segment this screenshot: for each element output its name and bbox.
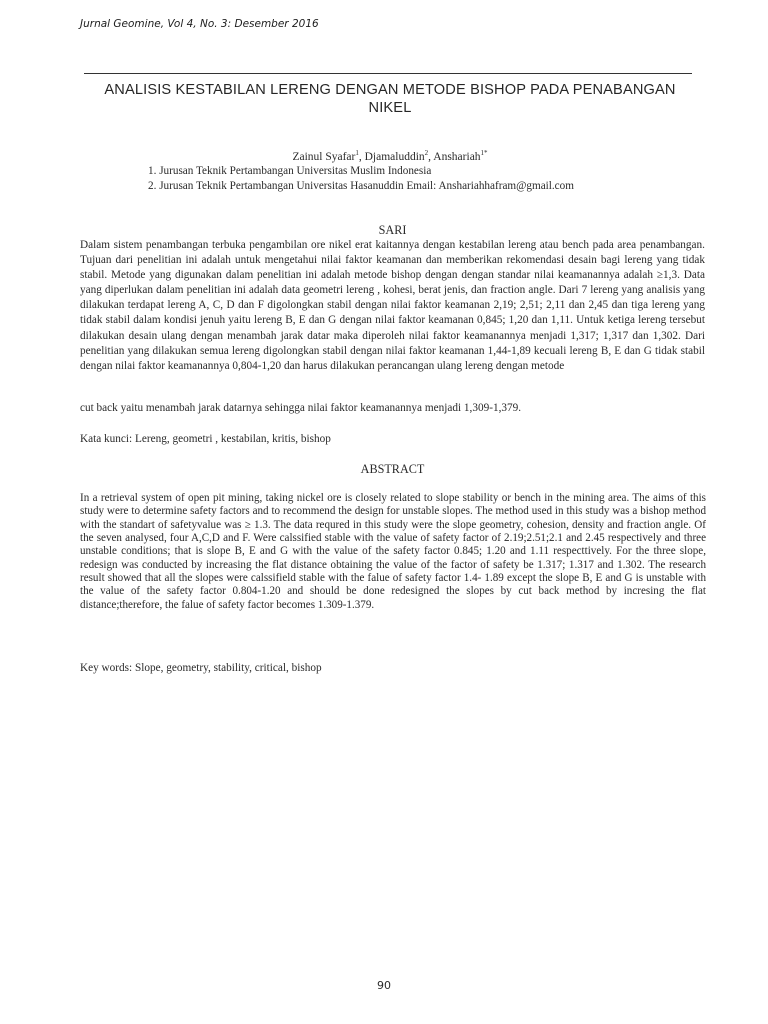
abstract-heading: ABSTRACT: [360, 462, 425, 476]
sari-heading: SARI: [378, 223, 407, 237]
page-number: 90: [377, 979, 391, 992]
author-affiliation-mark: 1*: [480, 149, 488, 157]
abstract-paragraph: In a retrieval system of open pit mining, taking nickel ore is closely related to slope stability or bench in the mining area. The aims of this study were to determine safety factors and to recommend the design for unstable slopes. The method used in this study was a bishop method with the standart of safetyvalue was ≥ 1.3. The data requred in this study were the slope geometry, cohesion, density and fraction angle. Of the seven analysed, four A,C,D and F. Were calssified stable with the value of safety factor of 2.19;2.51;2.1 and 2.45 respectively and three unstable conditions; that is slope B, E and G with the value of the safety factor 0.845; 1.20 and 1.11 respecttively. For the three slope, redesign was conducted by increasing the flat distance obtaining the value of the factor of safety be 1.317; 1.317 and 1.302. The research result showed that all the slopes were calssifield stable with the falue of safety factor 1.4- 1.89 except the slope B, E and G is unstable with the value of the safety factor 0.804-1.20 and should be done redesigned the slopes by cut back method by incresing the flat distance;therefore, the falue of safety factor becomes 1.309-1.379.: [80, 492, 706, 611]
sari-keywords: Kata kunci: Lereng, geometri , kestabilan, kritis, bishop: [80, 433, 331, 445]
affiliation-item: 2. Jurusan Teknik Pertambangan Universitas Hasanuddin Email: Anshariahhafram@gmail.com: [148, 180, 574, 192]
author-line: Zainul Syafar$^1$, Djamaluddin$^2$, Anshariah$^{1*}$: [292, 149, 488, 163]
author-affiliation-mark: 1: [355, 149, 359, 157]
author-affiliation-mark: 2: [424, 149, 429, 157]
affiliation-list: [148, 164, 708, 194]
running-head: Jurnal Geomine, Vol 4, No. 3: Desember 2016: [80, 18, 319, 30]
paper-title: ANALISIS KESTABILAN LERENG DENGAN METODE BISHOP PADA PENABANGAN NIKEL: [104, 82, 676, 116]
author-name: Djamaluddin: [364, 150, 425, 163]
affiliation-item: 1. Jurusan Teknik Pertambangan Universitas Muslim Indonesia: [148, 165, 432, 177]
sari-paragraph-tail: cut back yaitu menambah jarak datarnya sehingga nilai faktor keamanannya menjadi 1,309-1,379.: [80, 402, 522, 414]
header-rule: [84, 73, 692, 74]
sari-paragraph: Dalam sistem penambangan terbuka pengambilan ore nikel erat kaitannya dengan kestabilan lereng atau bench pada area penambangan. Tujuan dari penelitian ini adalah untuk mengetahui nilai faktor keamanan dan memberikan rekomendasi desain bagi lereng yang tidak stabil. Metode yang digunakan dalam penelitian ini adalah metode bishop dengan dengan standar nilai keamanannya adalah ≥1,3. Data yang diperlukan dalam penelitian ini adalah data geometri lereng , kohesi, berat jenis, dan fraction angle. Dari 7 lereng yang analisis yang dilakukan terdapat lereng A, C, D dan F digolongkan stabil dengan nilai faktor keamanan 2,19; 2,51; 2,11 dan 2,45 dan tiga lereng yang tidak stabil dalam kondisi jenuh yaitu lereng B, E dan G dengan nilai faktor keamanan 0,845; 1,20 dan 1,11. Untuk ketiga lereng tersebut dilakukan desain ulang dengan menambah jarak datar maka diperoleh nilai faktor keamanannya menjadi 1,317; 1,317 dan 1,302. Dari penelitian yang dilakukan semua lereng digolongkan stabil dengan nilai faktor keamanan 1,44-1,89 kecuali lereng B, E dan G tidak stabil dengan nilai faktor keamanannya 0,804-1,20 dan harus dilakukan perancangan ulang lereng dengan metode: [80, 239, 705, 372]
author-name: Anshariah: [433, 150, 481, 163]
author-name: Zainul Syafar: [292, 150, 356, 163]
abstract-keywords: Key words: Slope, geometry, stability, critical, bishop: [80, 662, 322, 674]
